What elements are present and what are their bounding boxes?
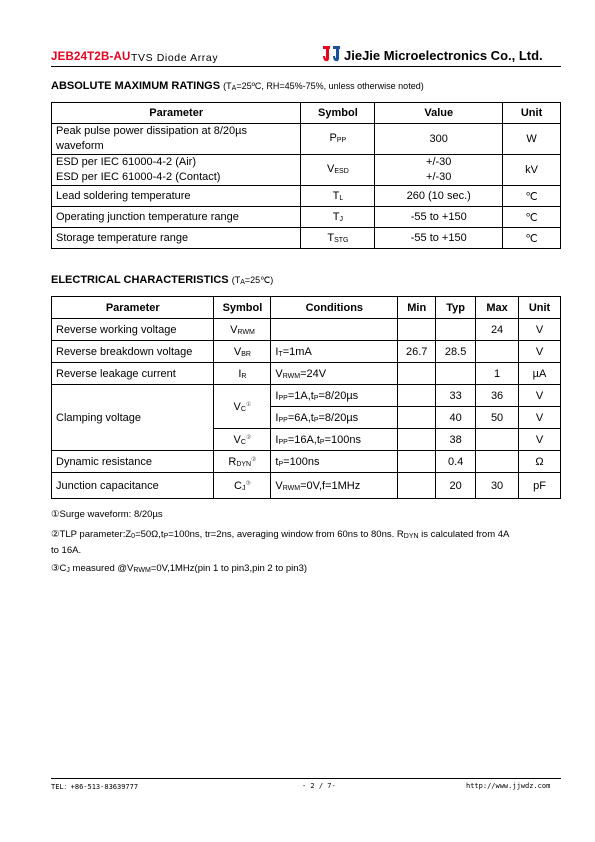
ec-conditions: (TA=25℃) <box>231 275 274 286</box>
table-row: Reverse breakdown voltage VBR IT=1mA 26.7 28.5 V <box>52 341 561 363</box>
table-row: ESD per IEC 61000-4-2 (Air) ESD per IEC 61000-4-2 (Contact) VESD +/-30 +/-30 kV <box>52 155 561 186</box>
page-header <box>51 44 561 66</box>
electrical-characteristics-table <box>51 296 561 499</box>
table-row: Operating junction temperature range TJ -55 to +150 ℃ <box>52 207 561 228</box>
table-row: Reverse leakage current IR VRWM=24V 1 µA <box>52 363 561 385</box>
footer-page-number: - 2 / 7- <box>302 782 336 790</box>
footer-tel: TEL：+86-513-83639777 <box>51 783 139 791</box>
part-number: JEB24T2B-AU <box>51 51 131 63</box>
table-row: VC② IPP=16A,tP=100ns 38 V <box>52 429 561 451</box>
company-name: JieJie Microelectronics Co., Ltd. <box>344 48 543 63</box>
table-row: IPP=6A,tP=8/20µs 40 50 V <box>52 407 561 429</box>
table-row: Storage temperature range TSTG -55 to +150 ℃ <box>52 228 561 249</box>
note-1: ①Surge waveform: 8/20µs <box>51 509 163 520</box>
table-header-row: Parameter Symbol Value Unit <box>52 103 561 124</box>
jiejie-logo-icon <box>322 44 342 64</box>
table-row: Dynamic resistance RDYN② tP=100ns 0.4 Ω <box>52 451 561 473</box>
header-divider <box>51 66 561 67</box>
amr-title: ABSOLUTE MAXIMUM RATINGS (TA=25ºC, RH=45%-75%, unless otherwise noted) <box>51 80 424 92</box>
table-row: Peak pulse power dissipation at 8/20µs waveform PPP 300 W <box>52 124 561 155</box>
table-row: Lead soldering temperature TL 260 (10 sec.) ℃ <box>52 186 561 207</box>
table-header-row: Parameter Symbol Conditions Min Typ Max Unit <box>52 297 561 319</box>
amr-conditions: (TA=25ºC, RH=45%-75%, unless otherwise noted) <box>223 81 424 92</box>
table-row: Clamping voltage VC① IPP=1A,tP=8/20µs 33 36 V <box>52 385 561 407</box>
table-row: Reverse working voltage VRWM 24 V <box>52 319 561 341</box>
product-type: TVS Diode Array <box>131 52 219 64</box>
note-3: ③CJ measured @VRWM=0V,1MHz(pin 1 to pin3,pin 2 to pin3) <box>51 563 308 574</box>
footer-divider <box>51 778 561 779</box>
footer-url: http://www.jjwdz.com <box>466 782 551 790</box>
table-row: Junction capacitance CJ③ VRWM=0V,f=1MHz 20 30 pF <box>52 473 561 499</box>
note-2-continued: to 16A. <box>51 545 82 556</box>
note-2: ②TLP parameter:Z0=50Ω,tP=100ns, tr=2ns, averaging window from 60ns to 80ns. RDYN is calculated from 4A <box>51 529 510 540</box>
ec-title: ELECTRICAL CHARACTERISTICS (TA=25℃) <box>51 274 274 286</box>
absolute-maximum-ratings-table <box>51 102 561 249</box>
